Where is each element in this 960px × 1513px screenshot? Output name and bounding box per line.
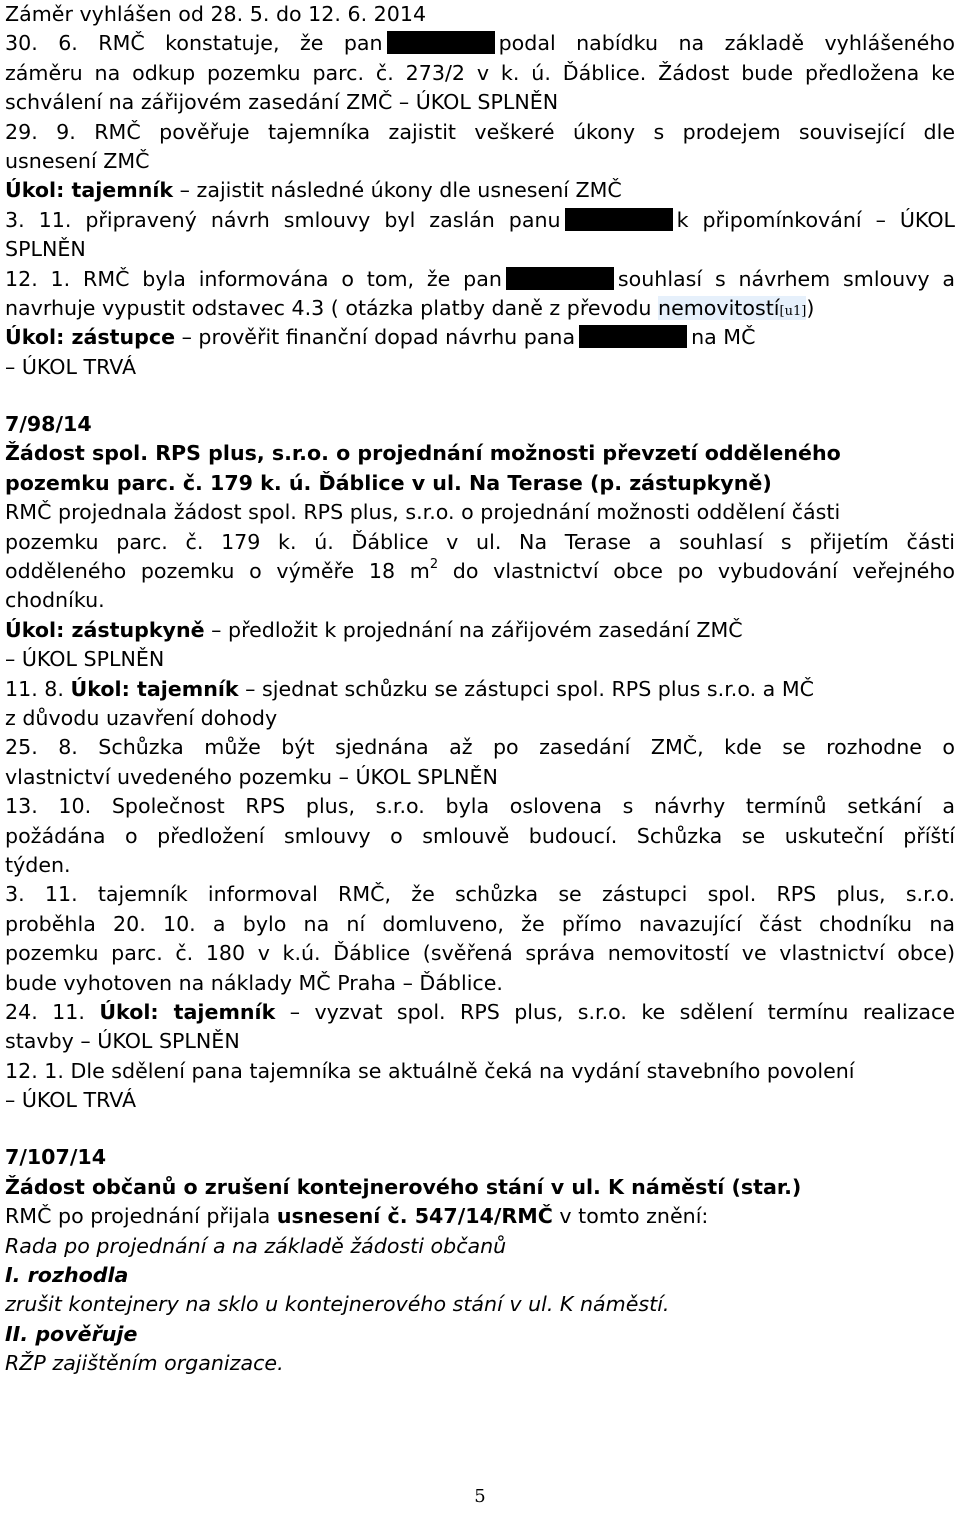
text: – vyzvat spol. RPS plus, s.r.o. ke sdělení termínu realizace (275, 999, 955, 1024)
text: Žádost občanů o zrušení kontejnerového stání v ul. K náměstí (star.) (5, 1174, 802, 1199)
text: SPLNĚN (5, 237, 86, 262)
text-line (5, 235, 955, 264)
text-line (5, 851, 955, 880)
comment-highlight (658, 296, 806, 320)
text: chodníku. (5, 588, 105, 613)
text-line (5, 910, 955, 939)
text-line (5, 998, 955, 1027)
item-number (5, 410, 955, 439)
text-line (5, 59, 955, 88)
text: 7/107/14 (5, 1145, 107, 1170)
task-status: – ÚKOL TRVÁ (5, 1088, 137, 1113)
text-line (5, 763, 955, 792)
text-line (5, 147, 955, 176)
text-line (5, 675, 955, 704)
text-line (5, 323, 955, 352)
text: podal nabídku na základě vyhlášeného (498, 31, 955, 56)
text-line (5, 265, 955, 294)
text-line (5, 206, 955, 235)
text-line (5, 1027, 955, 1056)
text: 11. 8. (5, 676, 71, 701)
item-heading (5, 1173, 955, 1202)
text: proběhla 20. 10. a bylo na ní domluveno, že přímo navazující část chodníku na (5, 911, 955, 936)
text-line (5, 1202, 955, 1231)
text: 12. 1. RMČ byla informována o tom, že pan (5, 266, 502, 291)
task-label: Úkol: tajemník (99, 999, 276, 1024)
text: požádána o předložení smlouvy o smlouvě budoucí. Schůzka se uskuteční příští (5, 823, 955, 848)
text-line (5, 1086, 955, 1115)
text-line (5, 586, 955, 615)
text-line (5, 792, 955, 821)
text: vlastnictví uvedeného pozemku – ÚKOL SPLNĚN (5, 764, 498, 789)
resolution-clause (5, 1320, 955, 1349)
text-line (5, 118, 955, 147)
spacer (5, 1115, 955, 1143)
task-label: Úkol: tajemník (70, 676, 239, 701)
text-line (5, 294, 955, 323)
text: I. rozhodla (5, 1263, 129, 1288)
text-line (5, 1057, 955, 1086)
text: – předložit k projednání na zářijovém zasedání ZMČ (204, 617, 743, 642)
text-line (5, 939, 955, 968)
text-line (5, 557, 955, 586)
text-line (5, 1290, 955, 1319)
text-line (5, 176, 955, 205)
text-line (5, 704, 955, 733)
text: RMČ po projednání přijala (5, 1204, 277, 1229)
text-line (5, 616, 955, 645)
text: 24. 11. (5, 999, 100, 1024)
text: RŽP zajištěním organizace. (5, 1351, 284, 1376)
text: usnesení ZMČ (5, 148, 150, 173)
text-line (5, 353, 955, 382)
text: stavby – ÚKOL SPLNĚN (5, 1029, 240, 1054)
text: 12. 1. Dle sdělení pana tajemníka se aktuálně čeká na vydání stavebního povolení (5, 1058, 855, 1083)
text: bude vyhotoven na náklady MČ Praha – Ďáblice. (5, 970, 503, 995)
text: RMČ projednala žádost spol. RPS plus, s.r.o. o projednání možnosti oddělení části (5, 500, 841, 525)
redaction-block (579, 325, 687, 348)
text-line (5, 1349, 955, 1378)
text: na MČ (691, 325, 756, 350)
document-page (5, 0, 955, 1379)
item-heading (5, 469, 955, 498)
text-line (5, 733, 955, 762)
text: pozemku parc. č. 180 v k.ú. Ďáblice (svěřená správa nemovitostí ve vlastnictví obce) (5, 941, 955, 966)
item-number (5, 1143, 955, 1172)
text: pozemku parc. č. 179 k. ú. Ďáblice v ul. Na Terase (p. zástupkyně) (5, 470, 772, 495)
text: 3. 11. připravený návrh smlouvy byl zaslán panu (5, 207, 561, 232)
text: odděleného pozemku o výměře 18 m (5, 559, 430, 584)
text-line (5, 1232, 955, 1261)
task-status: – ÚKOL SPLNĚN (5, 647, 165, 672)
text-line (5, 0, 955, 29)
text: souhlasí s návrhem smlouvy a (617, 266, 955, 291)
redaction-block (506, 267, 614, 290)
text: Žádost spol. RPS plus, s.r.o. o projednání možnosti převzetí odděleného (5, 441, 841, 466)
text: Rada po projednání a na základě žádosti občanů (5, 1233, 507, 1258)
comment-marker[interactable]: [u1] (779, 303, 807, 319)
text: k připomínkování – ÚKOL (676, 207, 955, 232)
resolution-clause (5, 1261, 955, 1290)
text: – sjednat schůzku se zástupci spol. RPS plus s.r.o. a MČ (238, 676, 814, 701)
superscript: 2 (429, 557, 439, 573)
text: zrušit kontejnery na sklo u kontejnerového stání v ul. K náměstí. (5, 1292, 670, 1317)
text-line (5, 645, 955, 674)
text: 30. 6. RMČ konstatuje, že pan (5, 31, 383, 56)
text-line (5, 528, 955, 557)
text-line (5, 29, 955, 58)
text: nemovitostí (658, 295, 780, 320)
text: v tomto znění: (552, 1204, 709, 1229)
text: 29. 9. RMČ pověřuje tajemníka zajistit veškeré úkony s prodejem související dle (5, 119, 955, 144)
item-heading (5, 439, 955, 468)
text: navrhuje vypustit odstavec 4.3 ( otázka platby daně z převodu (5, 295, 659, 320)
spacer (5, 382, 955, 410)
text-line (5, 88, 955, 117)
text: 25. 8. Schůzka může být sjednána až po zasedání ZMČ, kde se rozhodne o (5, 735, 955, 760)
text: 7/98/14 (5, 412, 92, 437)
text: pozemku parc. č. 179 k. ú. Ďáblice v ul. Na Terase a souhlasí s přijetím části (5, 529, 955, 554)
text-line (5, 498, 955, 527)
text-line (5, 880, 955, 909)
text: ) (806, 295, 815, 320)
text: 13. 10. Společnost RPS plus, s.r.o. byla oslovena s návrhy termínů setkání a (5, 794, 955, 819)
text: do vlastnictví obce po vybudování veřejného (438, 559, 955, 584)
task-status: – ÚKOL TRVÁ (5, 354, 137, 379)
resolution-number: usnesení č. 547/14/RMČ (276, 1204, 553, 1229)
page-number: 5 (474, 1486, 486, 1507)
text-line (5, 969, 955, 998)
text: záměru na odkup pozemku parc. č. 273/2 v k. ú. Ďáblice. Žádost bude předložena ke (5, 60, 955, 85)
text: schválení na zářijovém zasedání ZMČ – ÚKOL SPLNĚN (5, 90, 559, 115)
text: II. pověřuje (5, 1321, 138, 1346)
task-label: Úkol: zástupkyně (5, 617, 205, 642)
redaction-block (387, 31, 495, 54)
text: z důvodu uzavření dohody (5, 705, 278, 730)
text: 3. 11. tajemník informoval RMČ, že schůzka se zástupci spol. RPS plus, s.r.o. (5, 882, 955, 907)
text: Záměr vyhlášen od 28. 5. do 12. 6. 2014 (5, 2, 427, 26)
task-label: Úkol: zástupce (5, 325, 176, 350)
text: týden. (5, 852, 71, 877)
task-label: Úkol: tajemník (5, 178, 174, 203)
text-line (5, 822, 955, 851)
redaction-block (565, 208, 673, 231)
text: – zajistit následné úkony dle usnesení ZMČ (173, 178, 622, 203)
text: – prověřit finanční dopad návrhu pana (175, 325, 576, 350)
